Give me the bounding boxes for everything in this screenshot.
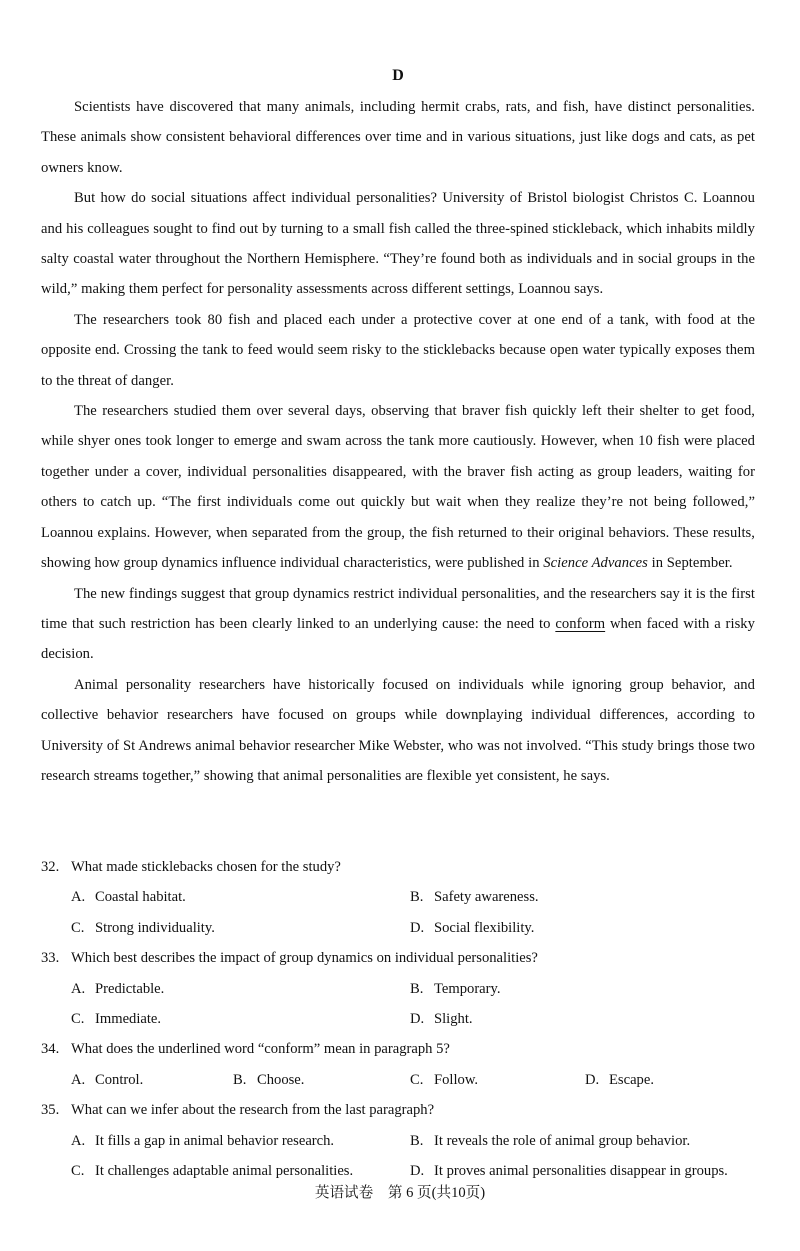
question-stem: What made sticklebacks chosen for the study? [71,859,341,875]
paragraph-3: The researchers took 80 fish and placed each under a protective cover at one end of a tank, with food at the opposite end. Crossing the tank to feed would seem risky to the sticklebacks because open water typically exposes them to the threat of danger. [41,311,755,389]
paragraph-5-text: The new findings suggest that group dynamics restrict individual personalities, and the researchers say it is the first time that such restriction has been clearly linked to an underlying cause: the need to [41,585,755,632]
option-c[interactable]: C. Immediate. [71,1010,162,1027]
paragraph-6: Animal personality researchers have historically focused on individuals while ignoring group behavior, and collective behavior researchers have focused on groups while downplaying individual differences, according to University of St Andrews animal behavior researcher Mike Webster, who was not involved. “This study brings those two research streams together,” showing that animal personalities are flexible yet consistent, he says. [41,676,755,784]
reading-passage [41,92,755,791]
option-d[interactable]: D. Escape. [585,1071,654,1088]
paragraph-4-text: The researchers studied them over several days, observing that braver fish quickly left their shelter to get food, while shyer ones took longer to emerge and swam across the tank more cautiously. However, when 10 fish were placed together under a cover, individual personalities disappeared, with the braver fish acting as group leaders, waiting for others to catch up. “The first individuals come out quickly but wait when they realize they’re not being followed,” Loannou explains. However, when separated from the group, the fish returned to their original behaviors. These results, showing how group dynamics influence individual characteristics, were published in [41,403,755,572]
question-number: 35. [41,1102,60,1119]
question-number: 34. [41,1041,60,1058]
option-a[interactable]: A. Coastal habitat. [71,889,186,906]
question-32 [41,852,755,943]
option-b[interactable]: B. Safety awareness. [410,889,539,906]
option-c[interactable]: C. Follow. [410,1071,479,1088]
option-d[interactable]: D. Social flexibility. [410,919,535,936]
question-stem: What does the underlined word “conform” mean in paragraph 5? [71,1041,450,1058]
option-a[interactable]: A. Predictable. [71,980,165,997]
paragraph-4-end: in September. [647,555,733,572]
question-34 [41,1034,755,1095]
option-c[interactable]: C. It challenges adaptable animal personalities. [71,1162,354,1179]
paragraph-5-end: when faced with a risky decision. [41,615,755,663]
option-d[interactable]: D. Slight. [410,1010,473,1027]
question-stem: Which best describes the impact of group dynamics on individual personalities? [71,950,538,967]
option-b[interactable]: B. Choose. [233,1071,305,1088]
paragraph-1: Scientists have discovered that many animals, including hermit crabs, rats, and fish, have distinct personalities. These animals show consistent behavioral differences over time and in various situations, just like dogs and cats, as pet owners know. [41,99,755,176]
paragraph-4 [41,396,755,578]
option-a[interactable]: A. Control. [71,1071,144,1088]
journal-title: Science Advances [543,555,648,572]
section-title: D [392,67,404,84]
question-33 [41,943,755,1034]
question-stem: What can we infer about the research from the last paragraph? [71,1102,435,1119]
question-list [41,852,755,1186]
question-number: 32. [41,859,60,875]
option-c[interactable]: C. Strong individuality. [71,919,215,936]
option-d[interactable]: D. It proves animal personalities disappear in groups. [410,1162,728,1179]
option-b[interactable]: B. Temporary. [410,980,501,997]
option-a[interactable]: A. It fills a gap in animal behavior research. [71,1132,335,1149]
page-footer: 英语试卷 第 6 页(共10页) [314,1185,486,1201]
question-35 [41,1095,755,1186]
paragraph-5 [41,579,755,670]
option-b[interactable]: B. It reveals the role of animal group behavior. [410,1132,691,1149]
paragraph-2: But how do social situations affect individual personalities? University of Bristol biologist Christos C. Loannou and his colleagues sought to find out by turning to a small fish called the three-spined stickleback, which inhabits mildly salty coastal water throughout the Northern Hemisphere. “They’re found both as individuals and in social groups in the wild,” making them perfect for personality assessments across different settings, Loannou says. [41,190,755,298]
underlined-word: conform [555,615,606,632]
question-number: 33. [41,950,60,967]
